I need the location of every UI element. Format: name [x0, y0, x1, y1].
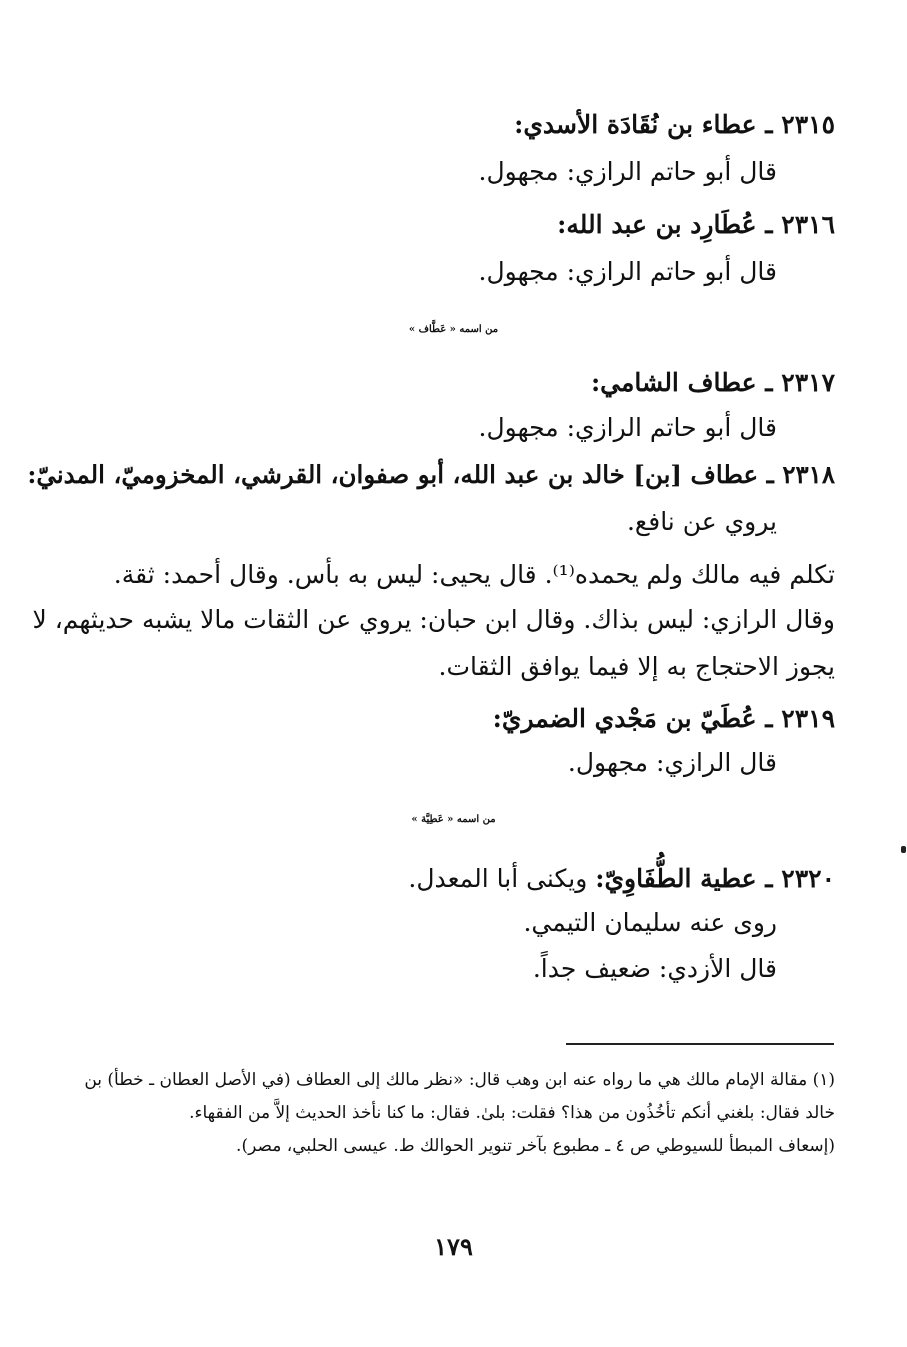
entry-2318-text-2: تكلم فيه مالك ولم يحمده⁽¹⁾. قال يحيى: ليس به بأس. وقال أحمد: ثقة. — [113, 560, 835, 589]
entry-2317-text: قال أبو حاتم الرازي: مجهول. — [478, 413, 777, 442]
entry-2320-text-1: روى عنه سليمان التيمي. — [523, 908, 777, 937]
footnote-line-1: (١) مقالة الإمام مالك هي ما رواه عنه ابن وهب قال: «نظر مالك إلى العطاف (في الأصل العطان ـ خطأ) بن — [84, 1070, 835, 1090]
entry-2319-text: قال الرازي: مجهول. — [567, 748, 777, 777]
entry-2318-title: ٢٣١٨ ـ عطاف [بن] خالد بن عبد الله، أبو صفوان، القرشي، المخزوميّ، المدنيّ: — [27, 460, 835, 489]
entry-2318-text-3: وقال الرازي: ليس بذاك. وقال ابن حبان: يروي عن الثقات مالا يشبه حديثهم، لا — [32, 605, 835, 634]
footnote-divider — [566, 1043, 834, 1045]
entry-2318-text-1: يروي عن نافع. — [626, 507, 777, 536]
entry-2315-text: قال أبو حاتم الرازي: مجهول. — [478, 157, 777, 186]
entry-2320-text-2: قال الأزدي: ضعيف جداً. — [532, 954, 777, 983]
entry-2317-title: ٢٣١٧ ـ عطاف الشامي: — [590, 368, 835, 397]
entry-2320-title: ٢٣٢٠ ـ عطية الطُّفَاوِيّ: — [595, 864, 835, 893]
entry-2320-kunya: ويكنى أبا المعدل. — [408, 864, 596, 893]
margin-mark — [901, 846, 906, 853]
entry-2320-title-line — [408, 862, 835, 896]
footnote-line-2: خالد فقال: بلغني أنكم تأخُذُون من هذا؟ فقلت: بلىٰ. فقال: ما كنا نأخذ الحديث إلاَّ من الفقهاء. — [189, 1103, 835, 1123]
entry-2316-title: ٢٣١٦ ـ عُطَارِد بن عبد الله: — [557, 210, 835, 239]
page-number: ١٧٩ — [434, 1232, 473, 1261]
entry-2319-title: ٢٣١٩ ـ عُطَيّ بن مَجْدي الضمريّ: — [492, 704, 835, 733]
entry-2315-title: ٢٣١٥ ـ عطاء بن نُقَادَة الأسدي: — [514, 110, 835, 139]
section-heading-atiyya: من اسمه « عَطِيَّة » — [411, 814, 496, 825]
section-heading-attaf: من اسمه « عَطَّاف » — [408, 324, 499, 335]
entry-2318-text-4: يجوز الاحتجاج به إلا فيما يوافق الثقات. — [438, 652, 835, 681]
footnote-line-3: (إسعاف المبطأ للسيوطي ص ٤ ـ مطبوع بآخر تنوير الحوالك ط. عيسى الحلبي، مصر). — [236, 1136, 835, 1156]
entry-2316-text: قال أبو حاتم الرازي: مجهول. — [478, 257, 777, 286]
